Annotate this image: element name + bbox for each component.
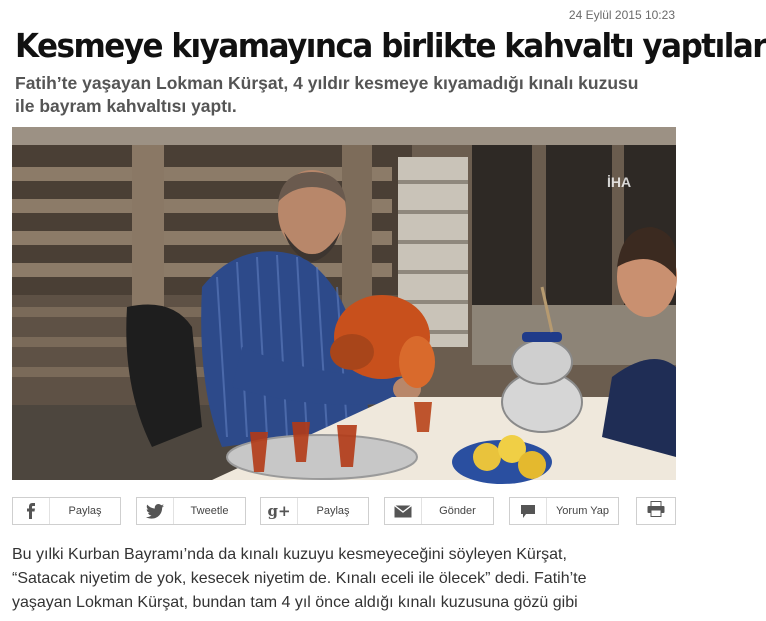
article-title: Kesmeye kıyamayınca birlikte kahvaltı yaptılar <box>15 26 766 65</box>
facebook-icon <box>13 498 50 524</box>
comment-icon <box>510 498 547 524</box>
print-button[interactable] <box>636 497 676 525</box>
twitter-share-label: Tweetle <box>190 505 229 517</box>
comment-button[interactable] <box>509 497 619 525</box>
body-line: yaşayan Lokman Kürşat, bundan tam 4 yıl önce aldığı kınalı kuzusuna gözü gibi <box>12 594 578 611</box>
share-toolbar <box>12 497 676 527</box>
mail-share-button[interactable] <box>384 497 494 525</box>
body-line: Bu yılki Kurban Bayramı’nda da kınalı kuzuyu kesmeyeceğini söyleyen Kürşat, <box>12 546 567 563</box>
twitter-icon <box>137 498 174 524</box>
google-plus-share-label: Paylaş <box>316 505 350 517</box>
photo-watermark: İHA <box>607 174 632 190</box>
article-subtitle: Fatih’te yaşayan Lokman Kürşat, 4 yıldır kesmeye kıyamadığı kınalı kuzusu ile bayram kahvaltısı yaptı. <box>15 73 639 116</box>
article-photo <box>12 127 676 480</box>
print-icon <box>647 501 665 522</box>
google-plus-share-button[interactable] <box>260 497 369 525</box>
facebook-share-button[interactable] <box>12 497 121 525</box>
article-body <box>12 543 676 615</box>
google-plus-icon: g+ <box>261 498 298 524</box>
body-line: “Satacak niyetim de yok, kesecek niyetim de. Kınalı eceli ile ölecek” dedi. Fatih’te <box>12 570 587 587</box>
mail-share-label: Gönder <box>439 505 476 517</box>
facebook-share-label: Paylaş <box>68 505 102 517</box>
twitter-share-button[interactable] <box>136 497 246 525</box>
comment-label: Yorum Yap <box>555 505 609 517</box>
mail-icon <box>385 498 422 524</box>
article-date: 24 Eylül 2015 10:23 <box>568 8 675 22</box>
